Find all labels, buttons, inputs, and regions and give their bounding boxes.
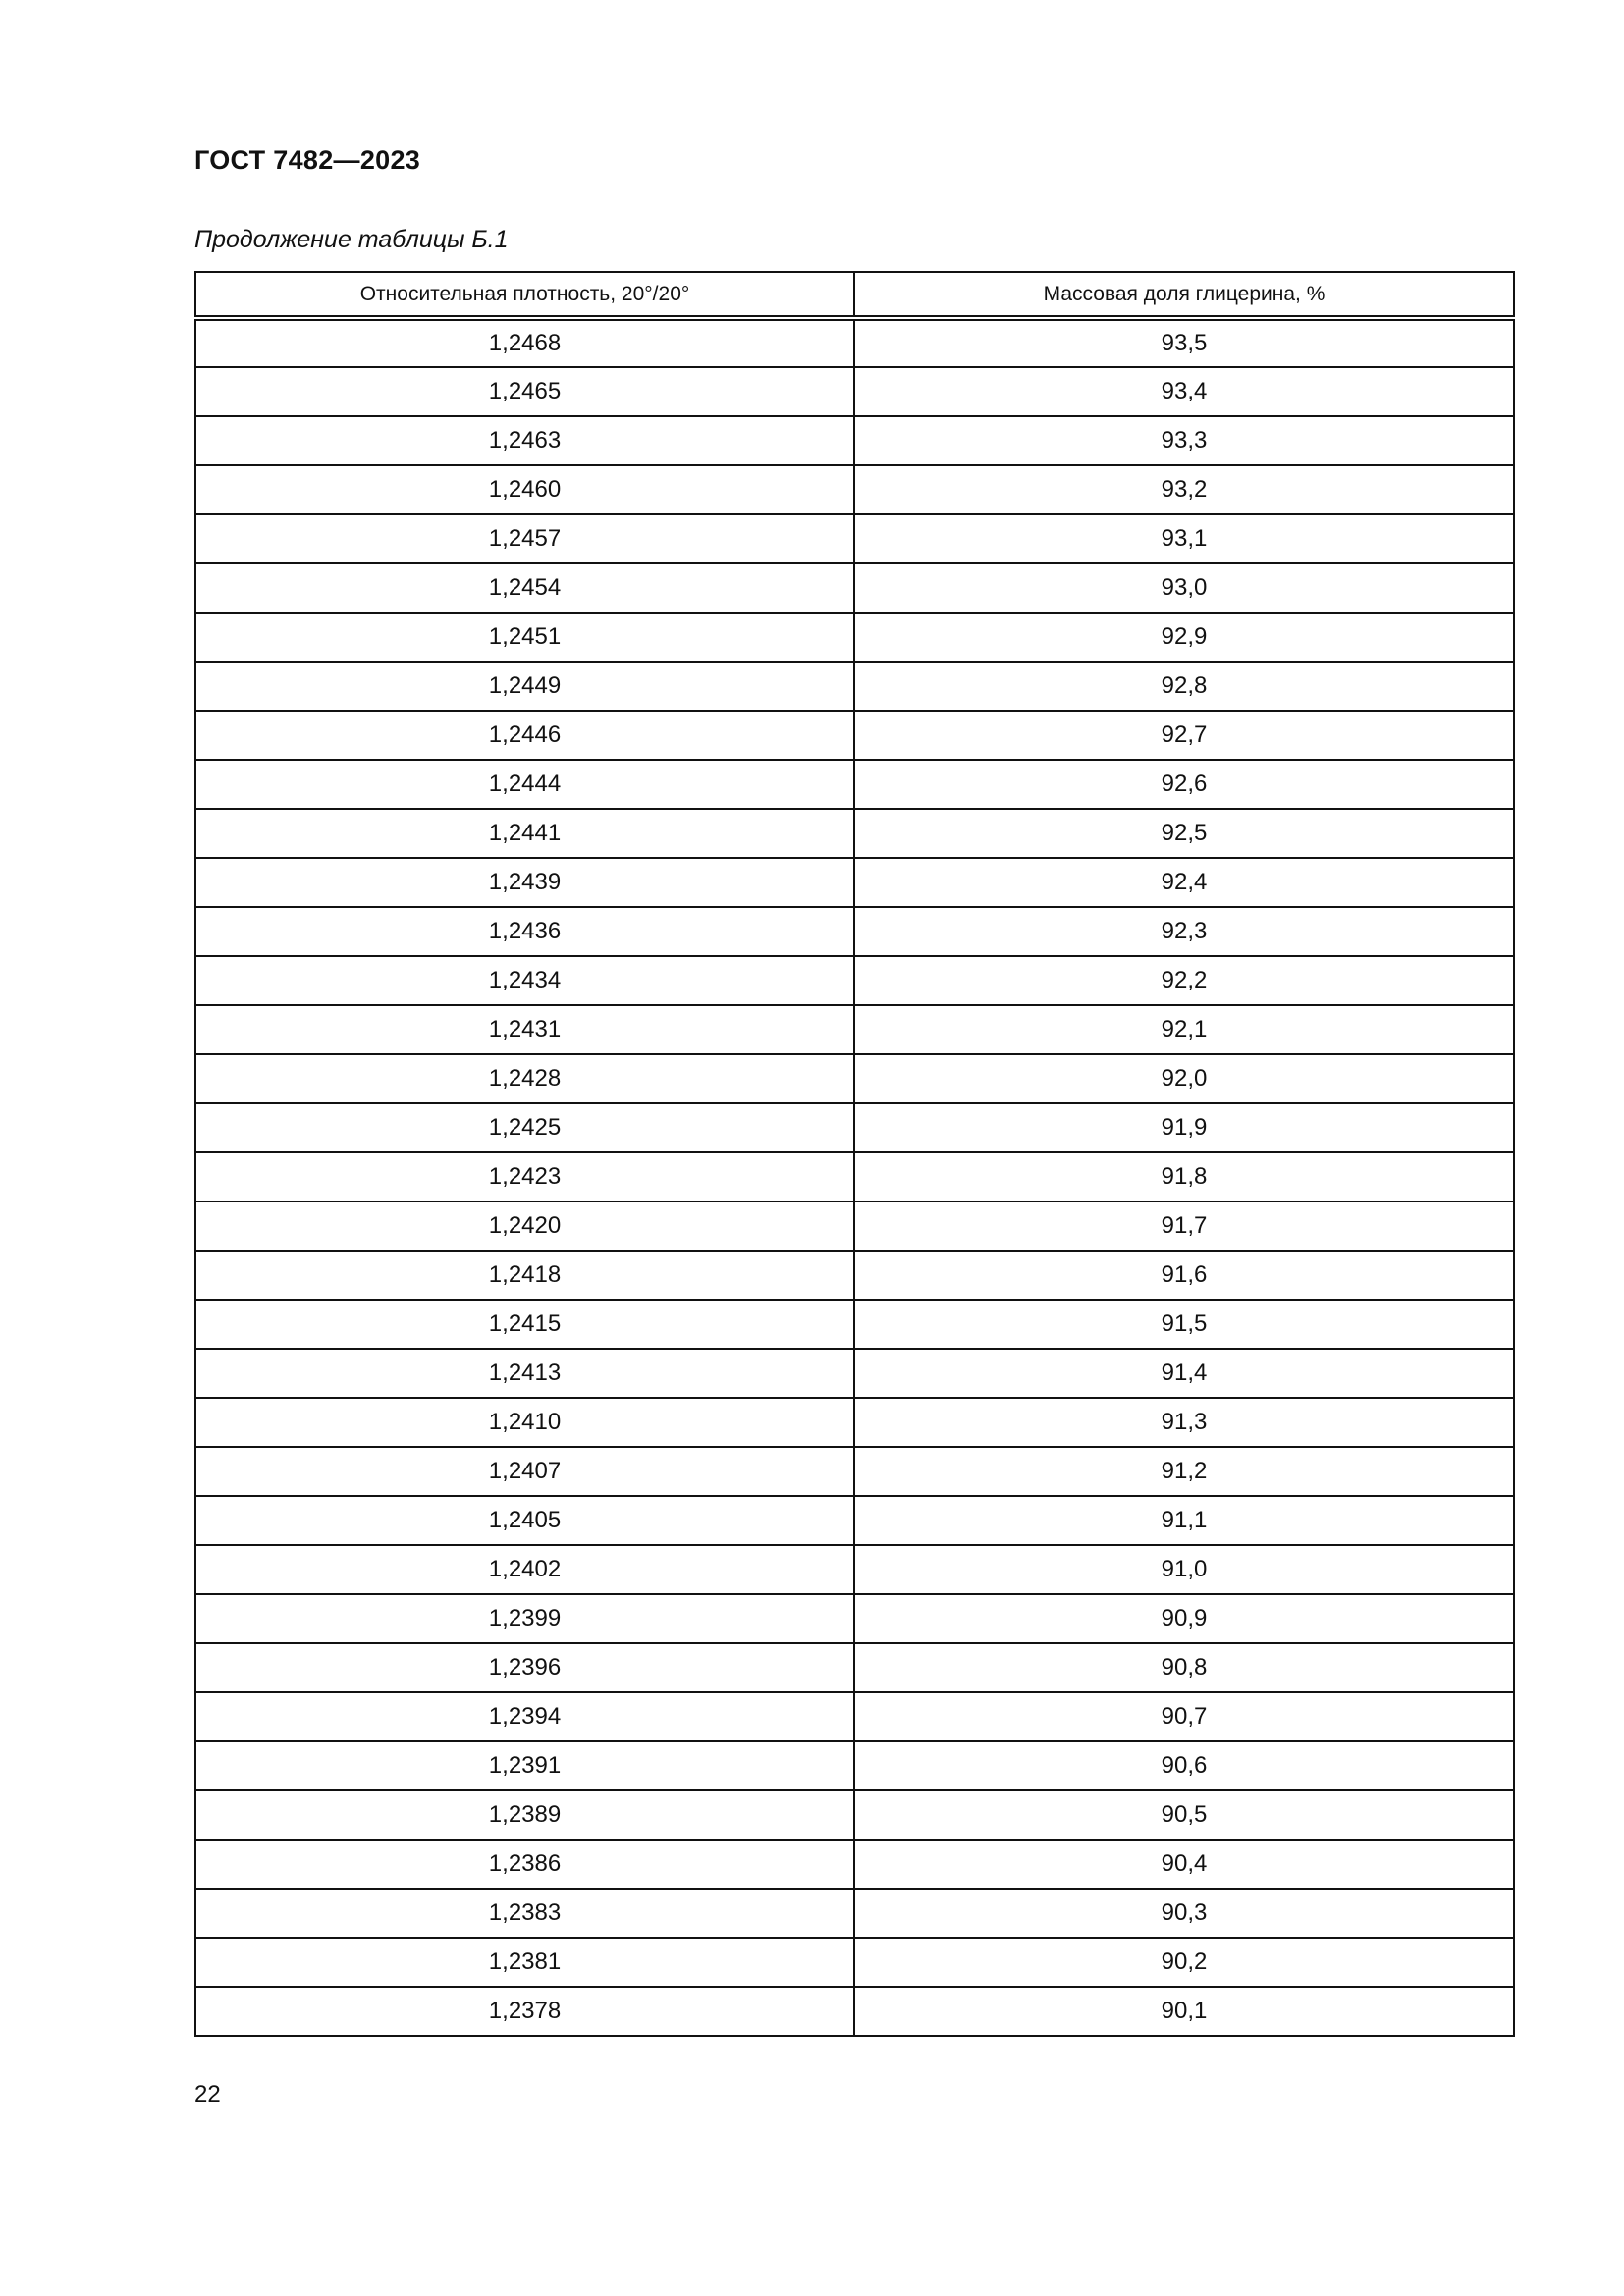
glycerin-cell: 92,8 — [854, 662, 1514, 711]
glycerin-cell: 90,5 — [854, 1790, 1514, 1840]
density-cell: 1,2386 — [195, 1840, 854, 1889]
table-row — [195, 563, 1514, 613]
glycerin-cell: 90,9 — [854, 1594, 1514, 1643]
glycerin-cell: 92,3 — [854, 907, 1514, 956]
density-cell: 1,2383 — [195, 1889, 854, 1938]
density-cell: 1,2451 — [195, 613, 854, 662]
table-row — [195, 760, 1514, 809]
density-cell: 1,2431 — [195, 1005, 854, 1054]
density-cell: 1,2436 — [195, 907, 854, 956]
table-row — [195, 1987, 1514, 2036]
density-cell: 1,2449 — [195, 662, 854, 711]
density-cell: 1,2407 — [195, 1447, 854, 1496]
density-cell: 1,2465 — [195, 367, 854, 416]
density-cell: 1,2460 — [195, 465, 854, 514]
glycerin-cell: 90,8 — [854, 1643, 1514, 1692]
density-cell: 1,2405 — [195, 1496, 854, 1545]
table-row — [195, 613, 1514, 662]
table-row — [195, 1349, 1514, 1398]
glycerin-cell: 93,0 — [854, 563, 1514, 613]
density-cell: 1,2457 — [195, 514, 854, 563]
density-cell: 1,2441 — [195, 809, 854, 858]
density-cell: 1,2418 — [195, 1251, 854, 1300]
glycerin-cell: 92,6 — [854, 760, 1514, 809]
table-row — [195, 809, 1514, 858]
density-cell: 1,2413 — [195, 1349, 854, 1398]
table-header-row — [195, 272, 1514, 318]
density-cell: 1,2399 — [195, 1594, 854, 1643]
table-row — [195, 1201, 1514, 1251]
glycerin-cell: 93,1 — [854, 514, 1514, 563]
density-cell: 1,2423 — [195, 1152, 854, 1201]
density-cell: 1,2396 — [195, 1643, 854, 1692]
table-row — [195, 907, 1514, 956]
table-row — [195, 1300, 1514, 1349]
glycerin-cell: 93,2 — [854, 465, 1514, 514]
density-cell: 1,2420 — [195, 1201, 854, 1251]
glycerin-cell: 92,0 — [854, 1054, 1514, 1103]
glycerin-cell: 92,1 — [854, 1005, 1514, 1054]
table-row — [195, 858, 1514, 907]
table-body — [195, 318, 1514, 2036]
density-cell: 1,2439 — [195, 858, 854, 907]
glycerin-cell: 92,2 — [854, 956, 1514, 1005]
density-cell: 1,2415 — [195, 1300, 854, 1349]
density-cell: 1,2454 — [195, 563, 854, 613]
table-row — [195, 1889, 1514, 1938]
glycerin-cell: 92,7 — [854, 711, 1514, 760]
glycerin-cell: 90,3 — [854, 1889, 1514, 1938]
table-row — [195, 1103, 1514, 1152]
glycerin-cell: 91,1 — [854, 1496, 1514, 1545]
glycerin-cell: 91,6 — [854, 1251, 1514, 1300]
column-header-density: Относительная плотность, 20°/20° — [195, 272, 854, 318]
glycerin-cell: 91,9 — [854, 1103, 1514, 1152]
density-cell: 1,2389 — [195, 1790, 854, 1840]
table-row — [195, 956, 1514, 1005]
glycerin-cell: 91,4 — [854, 1349, 1514, 1398]
table-row — [195, 1545, 1514, 1594]
table-row — [195, 1938, 1514, 1987]
column-header-glycerin: Массовая доля глицерина, % — [854, 272, 1514, 318]
glycerin-cell: 90,2 — [854, 1938, 1514, 1987]
table-caption: Продолжение таблицы Б.1 — [194, 226, 509, 253]
density-cell: 1,2381 — [195, 1938, 854, 1987]
density-cell: 1,2463 — [195, 416, 854, 465]
table-row — [195, 465, 1514, 514]
table-row — [195, 1692, 1514, 1741]
table-row — [195, 416, 1514, 465]
density-glycerin-table — [194, 271, 1515, 2037]
glycerin-cell: 92,4 — [854, 858, 1514, 907]
table-row — [195, 1152, 1514, 1201]
table-row — [195, 1398, 1514, 1447]
glycerin-cell: 91,5 — [854, 1300, 1514, 1349]
density-cell: 1,2410 — [195, 1398, 854, 1447]
glycerin-cell: 90,6 — [854, 1741, 1514, 1790]
glycerin-cell: 92,5 — [854, 809, 1514, 858]
table-row — [195, 1741, 1514, 1790]
glycerin-cell: 92,9 — [854, 613, 1514, 662]
density-cell: 1,2446 — [195, 711, 854, 760]
table-row — [195, 318, 1514, 367]
table-row — [195, 1594, 1514, 1643]
glycerin-cell: 93,4 — [854, 367, 1514, 416]
table-row — [195, 1447, 1514, 1496]
table-row — [195, 514, 1514, 563]
table-row — [195, 1251, 1514, 1300]
glycerin-cell: 90,7 — [854, 1692, 1514, 1741]
glycerin-cell: 90,1 — [854, 1987, 1514, 2036]
table-row — [195, 1840, 1514, 1889]
density-cell: 1,2468 — [195, 318, 854, 367]
density-cell: 1,2402 — [195, 1545, 854, 1594]
table-row — [195, 1643, 1514, 1692]
glycerin-cell: 91,2 — [854, 1447, 1514, 1496]
density-cell: 1,2378 — [195, 1987, 854, 2036]
density-cell: 1,2434 — [195, 956, 854, 1005]
glycerin-cell: 90,4 — [854, 1840, 1514, 1889]
table-row — [195, 662, 1514, 711]
density-cell: 1,2444 — [195, 760, 854, 809]
density-cell: 1,2425 — [195, 1103, 854, 1152]
table-row — [195, 1790, 1514, 1840]
table-row — [195, 367, 1514, 416]
table-row — [195, 1005, 1514, 1054]
density-cell: 1,2394 — [195, 1692, 854, 1741]
document-code: ГОСТ 7482—2023 — [194, 145, 421, 175]
glycerin-cell: 93,3 — [854, 416, 1514, 465]
glycerin-cell: 91,0 — [854, 1545, 1514, 1594]
table-row — [195, 711, 1514, 760]
glycerin-cell: 93,5 — [854, 318, 1514, 367]
page-number: 22 — [194, 2081, 221, 2108]
table-row — [195, 1054, 1514, 1103]
density-cell: 1,2428 — [195, 1054, 854, 1103]
glycerin-cell: 91,3 — [854, 1398, 1514, 1447]
table-row — [195, 1496, 1514, 1545]
glycerin-cell: 91,7 — [854, 1201, 1514, 1251]
glycerin-cell: 91,8 — [854, 1152, 1514, 1201]
density-cell: 1,2391 — [195, 1741, 854, 1790]
